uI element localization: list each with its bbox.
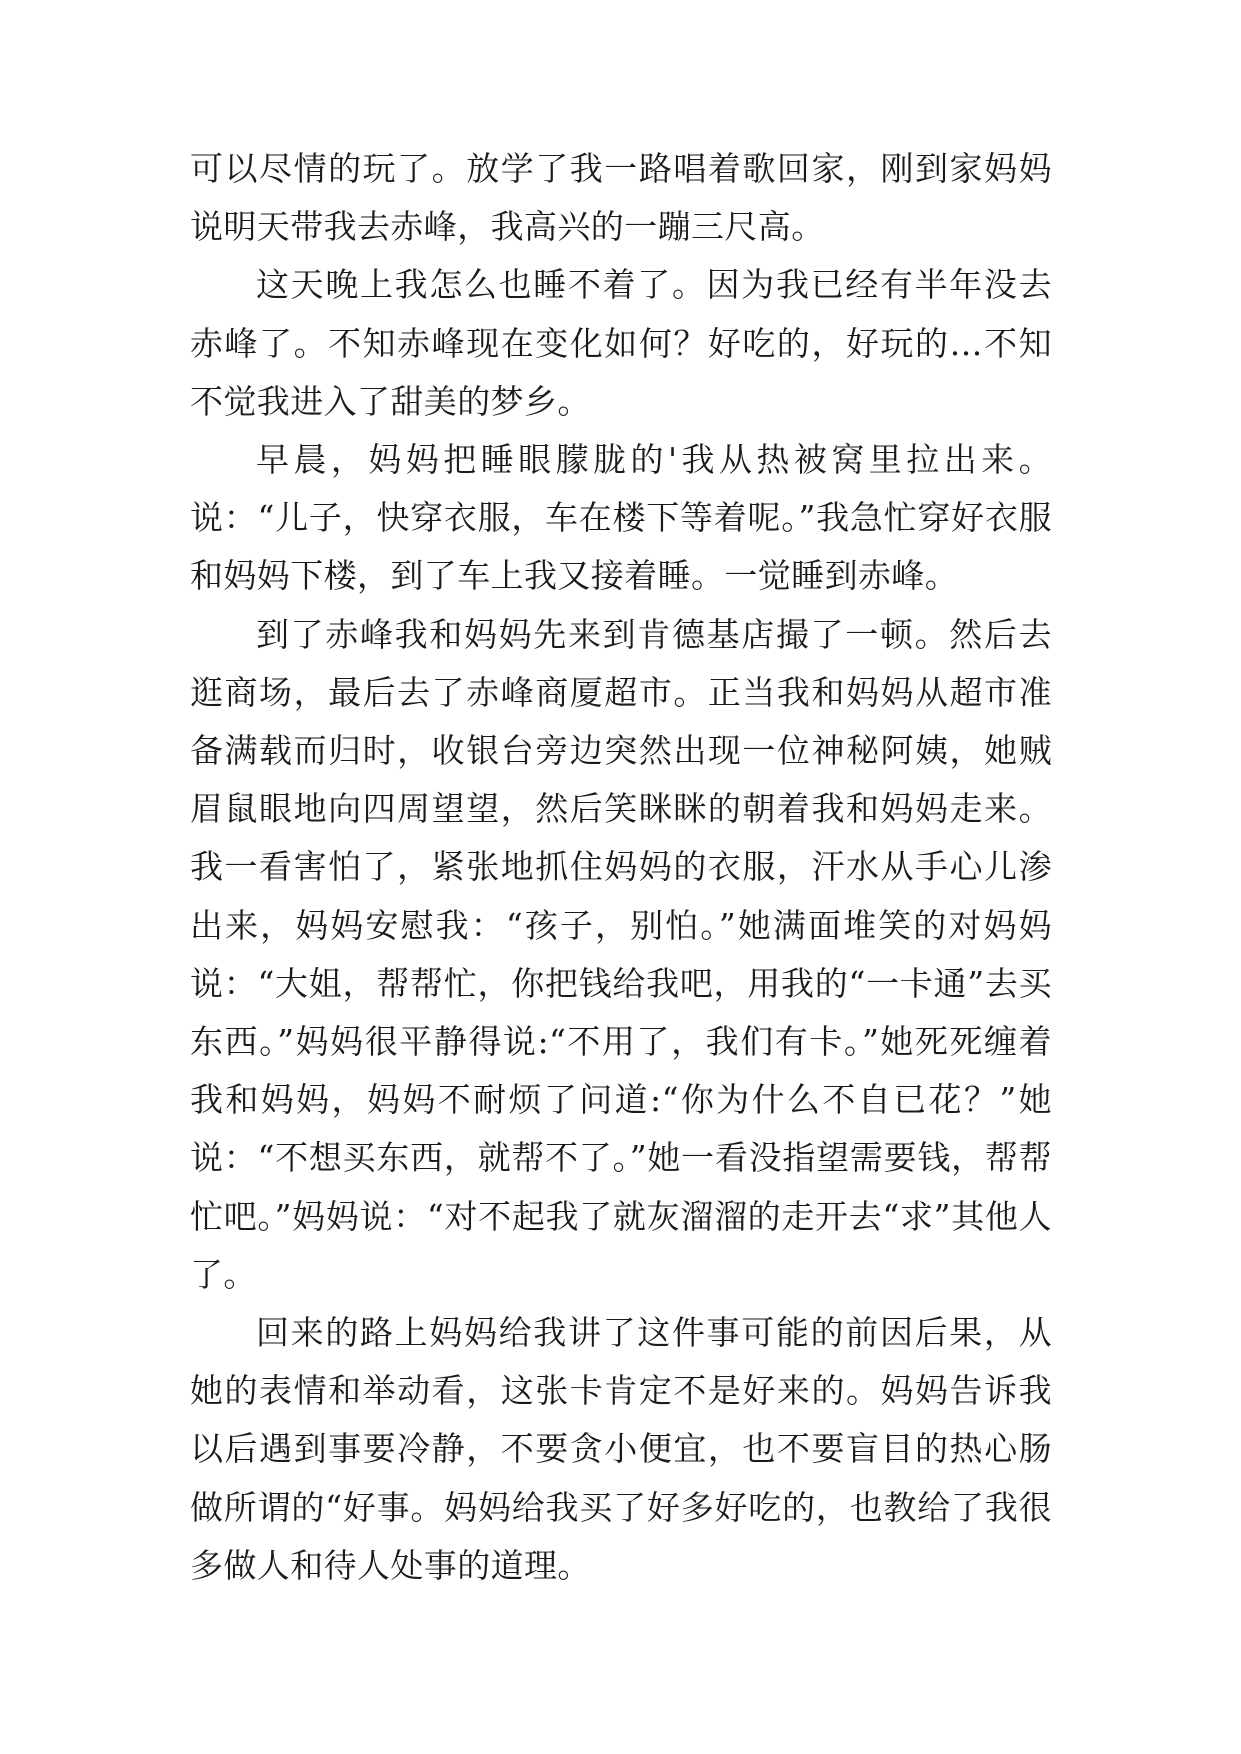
paragraph-1: 可以尽情的玩了。放学了我一路唱着歌回家，刚到家妈妈说明天带我去赤峰，我高兴的一蹦三尺高。	[190, 149, 1052, 247]
paragraph-5: 回来的路上妈妈给我讲了这件事可能的前因后果，从她的表情和举动看，这张卡肯定不是好来的。妈妈告诉我以后遇到事要冷静，不要贪小便宜，也不要盲目的热心肠做所谓的“好事。妈妈给我买了好多好吃的，也教给了我很多做人和待人处事的道理。	[190, 1313, 1052, 1585]
paragraph-4: 到了赤峰我和妈妈先来到肯德基店撮了一顿。然后去逛商场，最后去了赤峰商厦超市。正当我和妈妈从超市准备满载而归时，收银台旁边突然出现一位神秘阿姨，她贼眉鼠眼地向四周望望，然后笑眯眯的朝着我和妈妈走来。我一看害怕了，紧张地抓住妈妈的衣服，汗水从手心儿渗出来，妈妈安慰我：“孩子，别怕。”她满面堆笑的对妈妈说：“大姐，帮帮忙，你把钱给我吧，用我的“一卡通”去买东西。”妈妈很平静得说:“不用了，我们有卡。”她死死缠着我和妈妈，妈妈不耐烦了问道:“你为什么不自已花？”她说：“不想买东西，就帮不了。”她一看没指望需要钱，帮帮忙吧。”妈妈说：“对不起我了就灰溜溜的走开去“求”其他人了。	[190, 614, 1052, 1294]
paragraph-2: 这天晚上我怎么也睡不着了。因为我已经有半年没去赤峰了。不知赤峰现在变化如何？好吃的，好玩的…不知不觉我进入了甜美的梦乡。	[190, 265, 1052, 421]
essay-body	[190, 140, 1052, 1595]
paragraph-3: 早晨，妈妈把睡眼朦胧的'我从热被窝里拉出来。说：“儿子，快穿衣服，车在楼下等着呢。”我急忙穿好衣服和妈妈下楼，到了车上我又接着睡。一觉睡到赤峰。	[190, 440, 1052, 596]
